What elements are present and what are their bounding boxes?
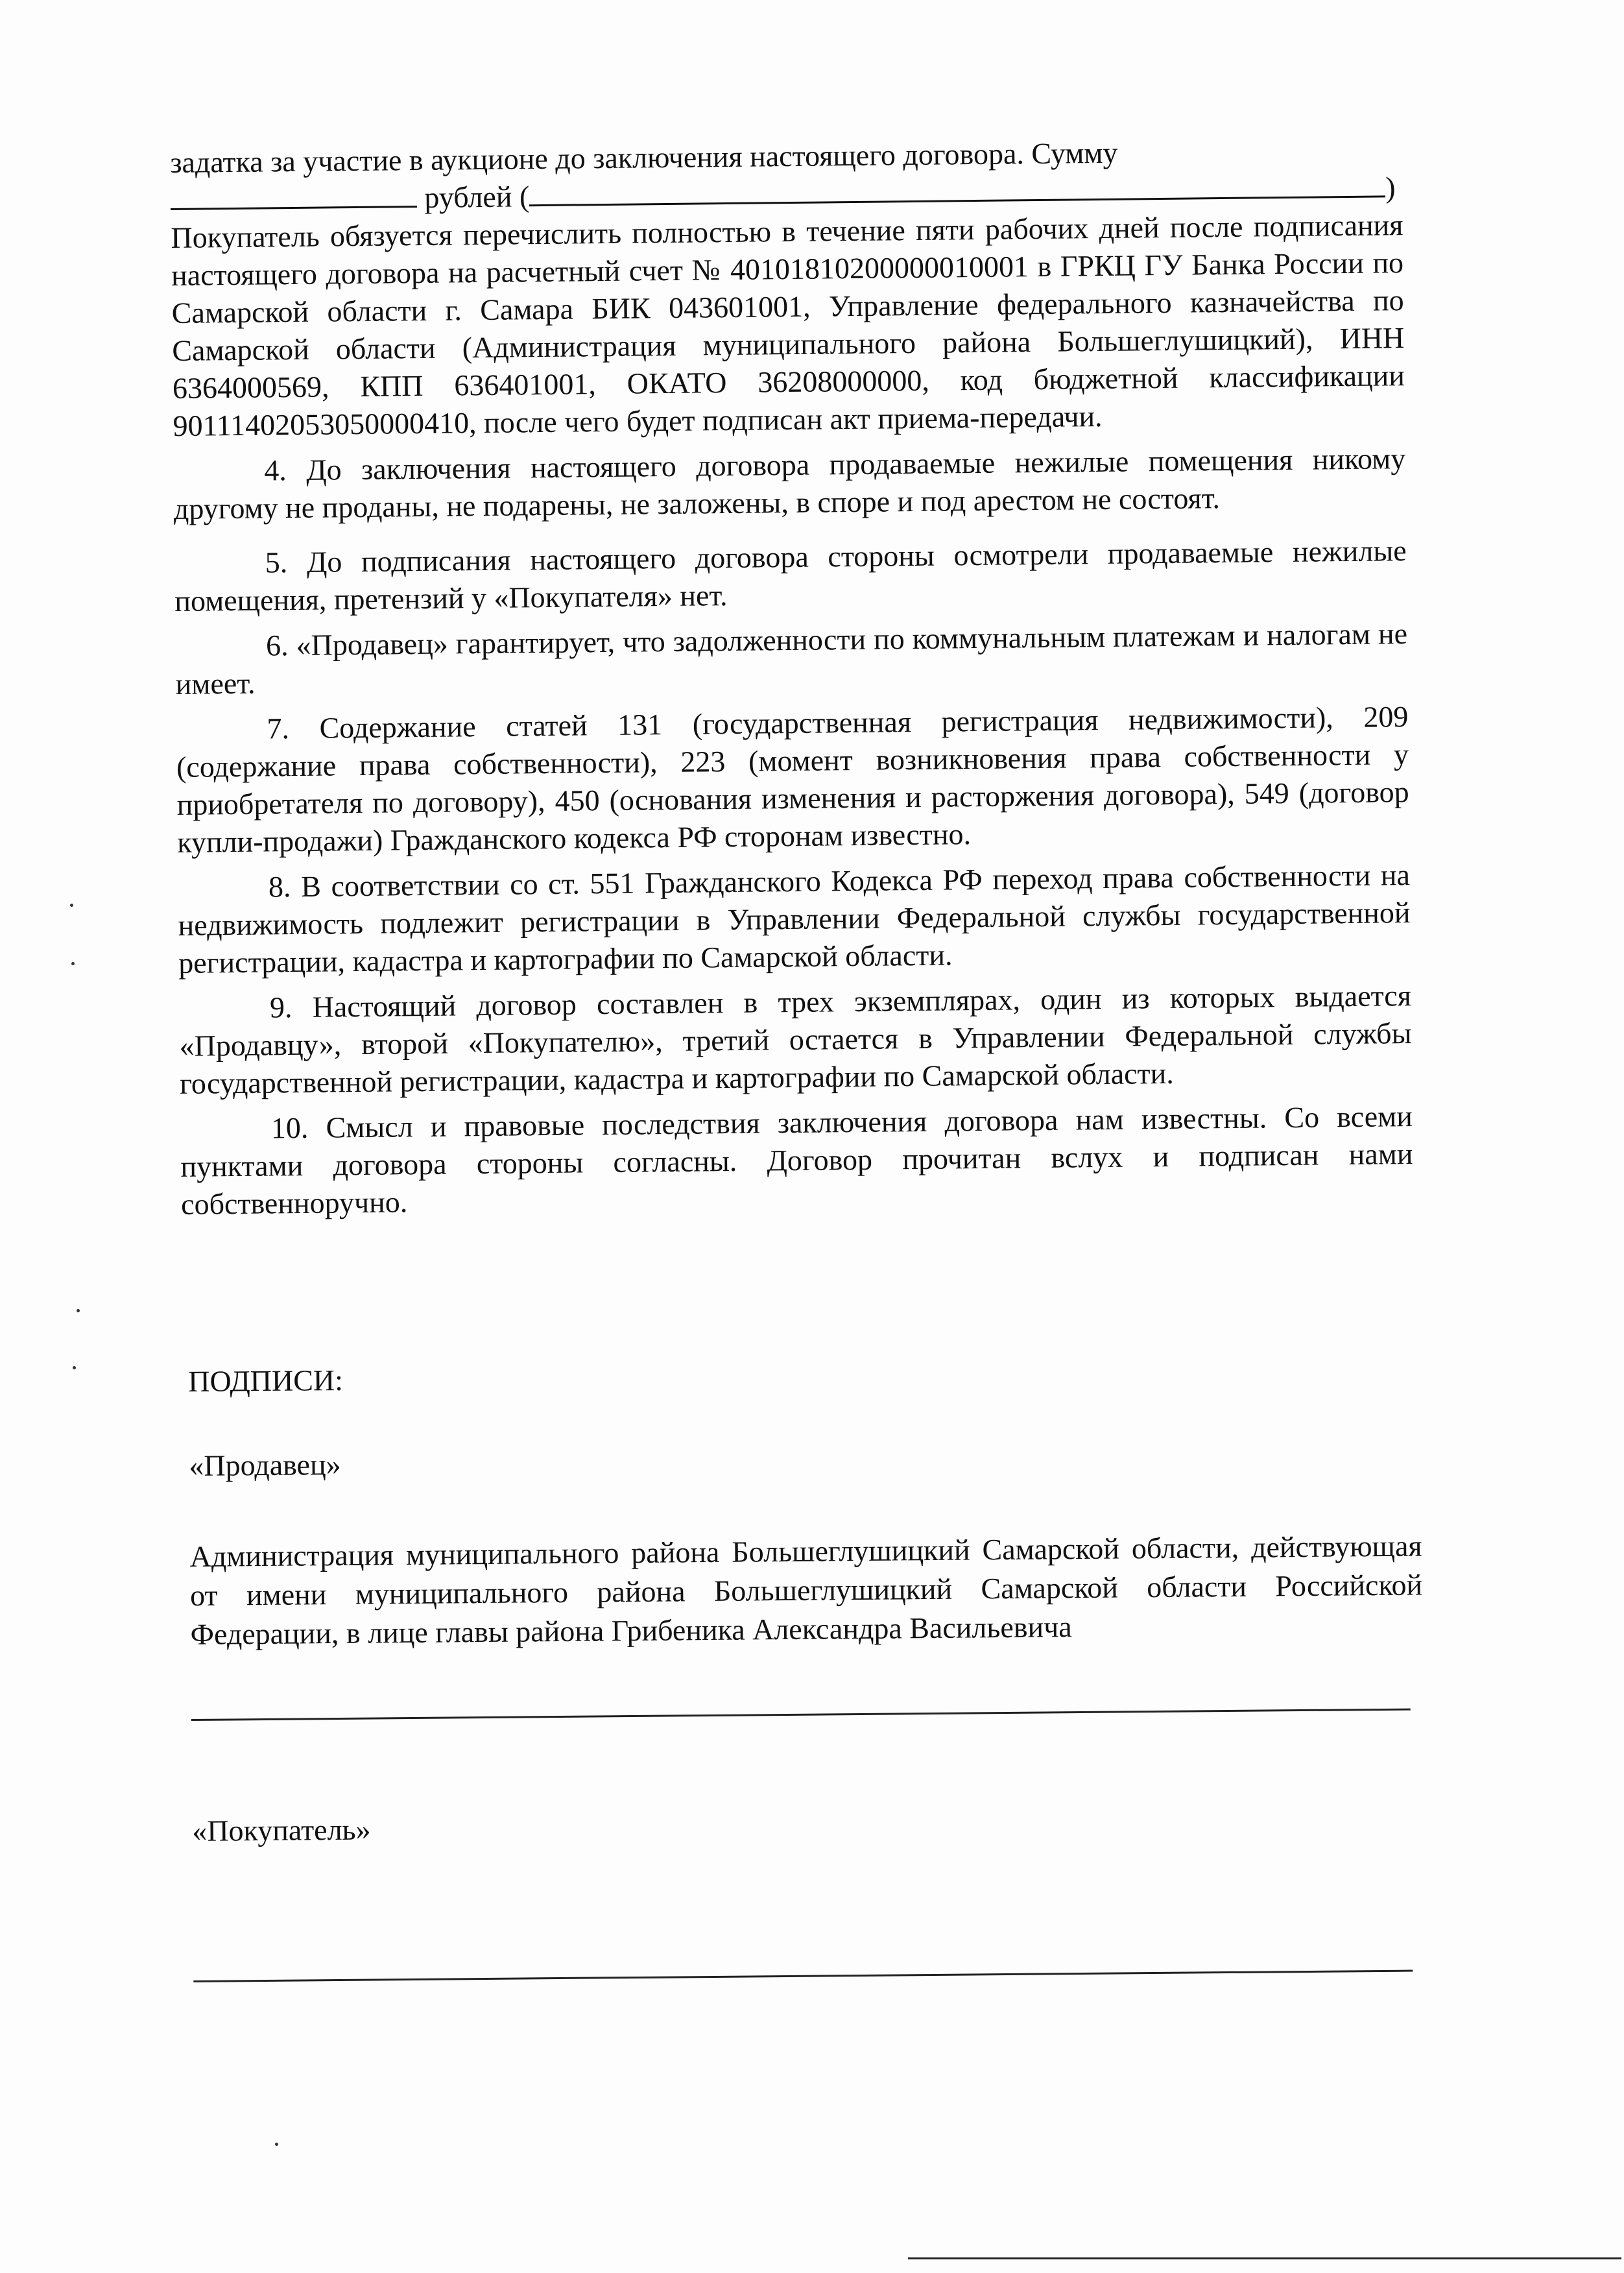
- contract-body: [170, 131, 1413, 1223]
- clause-6: 6. «Продавец» гарантирует, что задолженности по коммунальным платежам и налогам не имеет.: [175, 617, 1408, 701]
- amount-words-blank: [529, 171, 1385, 206]
- clause-7: 7. Содержание статей 131 (государственная регистрация недвижимости), 209 (содержание права собственности), 223 (момент возникновения права собственности у приобретателя по договору), 450 (основания изменения и расторжения договора), 549 (договор купли-продажи) Гражданского кодекса РФ сторонам известно.: [176, 700, 1409, 859]
- clause-8: 8. В соответствии со ст. 551 Гражданского Кодекса РФ переход права собственности на недвижимость подлежит регистрации в Управлении Федеральной службы государственной регистрации, кадастра и картографии по Самарской области.: [178, 858, 1411, 980]
- clause-4: 4. До заключения настоящего договора продаваемые нежилые помещения никому другому не проданы, не подарены, не заложены, в споре и под арестом не состоят.: [173, 442, 1406, 525]
- seller-description: Администрация муниципального района Большеглушицкий Самарской области, действующая от имени муниципального района Большеглушицкий Самарской области Российской Федерации, в лице главы района Грибеника Александра Васильевича: [189, 1529, 1423, 1651]
- scan-dot: [275, 2143, 278, 2146]
- rubles-label: рублей (: [424, 180, 530, 214]
- scan-dot: [77, 1309, 80, 1312]
- rubles-close: ): [1385, 171, 1396, 204]
- seller-label: «Продавец»: [189, 1447, 341, 1482]
- signatures-heading: ПОДПИСИ:: [188, 1363, 344, 1398]
- signature-section: [188, 1351, 1426, 1982]
- page-bottom-rule: [908, 2257, 1621, 2259]
- clause-10: 10. Смысл и правовые последствия заключения договора нам известны. Со всеми пунктами договора стороны согласны. Договор прочитан вслух и подписан нами собственноручно.: [180, 1100, 1413, 1221]
- buyer-signature-line: [193, 1970, 1413, 1982]
- clause-9: 9. Настоящий договор составлен в трех экземплярах, один из которых выдается «Продавцу», второй «Покупателю», третий остается в Управлении Федеральной службы государственной регистрации, кадастра и картографии по Самарской области.: [179, 979, 1412, 1100]
- scan-dot: [71, 962, 75, 965]
- payment-line-1: задатка за участие в аукционе до заключения настоящего договора. Сумму: [170, 136, 1118, 179]
- clause-5: 5. До подписания настоящего договора стороны осмотрели продаваемые нежилые помещения, претензий у «Покупателя» нет.: [174, 534, 1407, 618]
- buyer-label: «Покупатель»: [192, 1812, 371, 1847]
- seller-signature-line: [191, 1709, 1411, 1721]
- amount-blank: [171, 181, 417, 210]
- scan-dot: [70, 904, 73, 907]
- scan-dot: [73, 1366, 76, 1369]
- payment-paragraph: Покупатель обязуется перечислить полностью в течение пяти рабочих дней после подписания настоящего договора на расчетный счет № 40101810200000010001 в ГРКЦ ГУ Банка России по Самарской области г. Самара БИК 043601001, Управление федерального казначейства по Самарской области (Администрация муниципального района Большеглушицкий), ИНН 6364000569, КПП 636401001, ОКАТО 36208000000, код бюджетной классификации 90111402053050000410, после чего будет подписан акт приема-передачи.: [171, 208, 1405, 442]
